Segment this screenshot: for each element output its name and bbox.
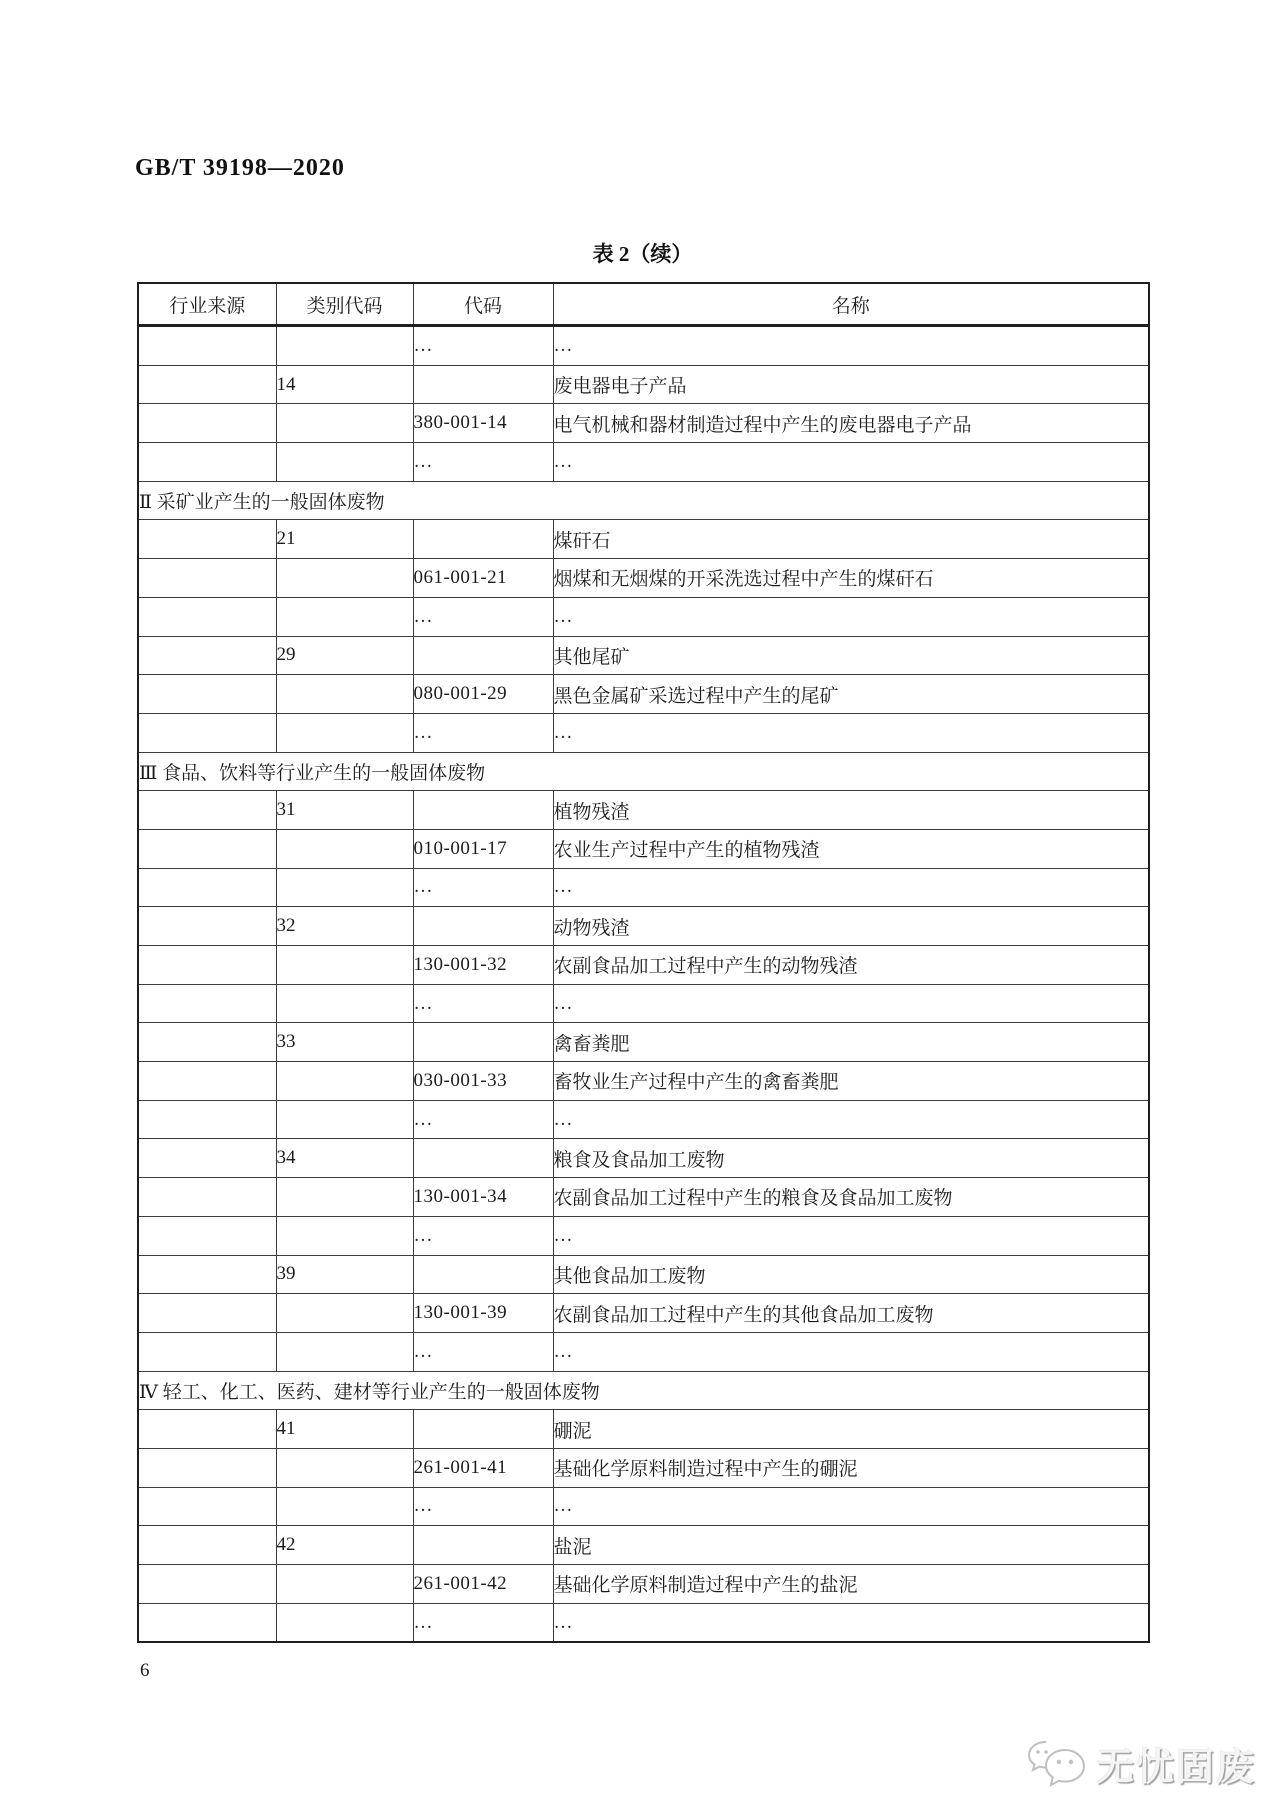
category-code-cell	[276, 559, 413, 598]
industry-source-cell	[138, 443, 276, 482]
name-cell: 植物残渣	[553, 791, 1149, 830]
code-cell: …	[413, 326, 553, 366]
code-cell: 061-001-21	[413, 559, 553, 598]
category-code-cell	[276, 326, 413, 366]
category-code-cell	[276, 1603, 413, 1642]
code-cell	[413, 1410, 553, 1449]
code-cell: 380-001-14	[413, 404, 553, 443]
code-cell	[413, 1526, 553, 1565]
name-cell: …	[553, 1487, 1149, 1526]
category-code-cell	[276, 443, 413, 482]
table-row	[138, 907, 1149, 946]
header-code: 代码	[413, 283, 553, 326]
section-row	[138, 1371, 1149, 1410]
name-cell: …	[553, 868, 1149, 907]
industry-source-cell	[138, 946, 276, 985]
category-code-cell	[276, 829, 413, 868]
name-cell: 粮食及食品加工废物	[553, 1139, 1149, 1178]
name-cell: …	[553, 1216, 1149, 1255]
code-cell: …	[413, 1100, 553, 1139]
industry-source-cell	[138, 868, 276, 907]
industry-source-cell	[138, 1023, 276, 1062]
industry-source-cell	[138, 404, 276, 443]
category-code-cell: 39	[276, 1255, 413, 1294]
industry-source-cell	[138, 675, 276, 714]
name-cell: 农业生产过程中产生的植物残渣	[553, 829, 1149, 868]
industry-source-cell	[138, 597, 276, 636]
industry-source-cell	[138, 1216, 276, 1255]
table-row	[138, 946, 1149, 985]
category-code-cell	[276, 868, 413, 907]
table-header-row	[138, 283, 1149, 326]
code-cell: 080-001-29	[413, 675, 553, 714]
category-code-cell: 41	[276, 1410, 413, 1449]
name-cell: 畜牧业生产过程中产生的禽畜粪肥	[553, 1062, 1149, 1101]
table-row	[138, 1332, 1149, 1371]
industry-source-cell	[138, 1565, 276, 1604]
table-row	[138, 636, 1149, 675]
code-cell: …	[413, 984, 553, 1023]
standard-code: GB/T 39198—2020	[135, 155, 345, 181]
code-cell: …	[413, 1603, 553, 1642]
code-cell: …	[413, 1487, 553, 1526]
name-cell: …	[553, 1100, 1149, 1139]
name-cell: …	[553, 1332, 1149, 1371]
name-cell: …	[553, 1603, 1149, 1642]
table-row	[138, 675, 1149, 714]
industry-source-cell	[138, 713, 276, 752]
code-cell	[413, 791, 553, 830]
category-code-cell	[276, 1100, 413, 1139]
table-row	[138, 1294, 1149, 1333]
table-row	[138, 1023, 1149, 1062]
industry-source-cell	[138, 520, 276, 559]
table-body	[138, 326, 1149, 1643]
table-row	[138, 443, 1149, 482]
industry-source-cell	[138, 1332, 276, 1371]
code-cell: 130-001-39	[413, 1294, 553, 1333]
table-row	[138, 984, 1149, 1023]
code-cell: 130-001-32	[413, 946, 553, 985]
header-category-code: 类别代码	[276, 283, 413, 326]
watermark-text: 无忧固废	[1095, 1747, 1256, 1789]
name-cell: 基础化学原料制造过程中产生的盐泥	[553, 1565, 1149, 1604]
section-label: Ⅲ 食品、饮料等行业产生的一般固体废物	[138, 752, 1149, 791]
code-cell: 261-001-42	[413, 1565, 553, 1604]
industry-source-cell	[138, 1062, 276, 1101]
table-row	[138, 1487, 1149, 1526]
category-code-cell	[276, 946, 413, 985]
table-row	[138, 1565, 1149, 1604]
table-row	[138, 1100, 1149, 1139]
section-row	[138, 481, 1149, 520]
header-name: 名称	[553, 283, 1149, 326]
name-cell: 废电器电子产品	[553, 365, 1149, 404]
table-row	[138, 1448, 1149, 1487]
industry-source-cell	[138, 1410, 276, 1449]
code-cell	[413, 636, 553, 675]
category-code-cell: 42	[276, 1526, 413, 1565]
section-label: Ⅱ 采矿业产生的一般固体废物	[138, 481, 1149, 520]
waste-classification-table	[137, 282, 1150, 1643]
code-cell: …	[413, 1332, 553, 1371]
code-cell: 261-001-41	[413, 1448, 553, 1487]
industry-source-cell	[138, 559, 276, 598]
category-code-cell	[276, 984, 413, 1023]
code-cell: …	[413, 713, 553, 752]
table-row	[138, 1255, 1149, 1294]
name-cell: 农副食品加工过程中产生的动物残渣	[553, 946, 1149, 985]
section-label: Ⅳ 轻工、化工、医药、建材等行业产生的一般固体废物	[138, 1371, 1149, 1410]
code-cell	[413, 1023, 553, 1062]
industry-source-cell	[138, 365, 276, 404]
category-code-cell	[276, 675, 413, 714]
name-cell: 农副食品加工过程中产生的其他食品加工废物	[553, 1294, 1149, 1333]
code-cell: …	[413, 1216, 553, 1255]
code-cell	[413, 365, 553, 404]
table-row	[138, 1410, 1149, 1449]
industry-source-cell	[138, 1487, 276, 1526]
code-cell: 010-001-17	[413, 829, 553, 868]
name-cell: …	[553, 443, 1149, 482]
industry-source-cell	[138, 791, 276, 830]
category-code-cell: 31	[276, 791, 413, 830]
name-cell: 其他食品加工废物	[553, 1255, 1149, 1294]
category-code-cell: 34	[276, 1139, 413, 1178]
table-row	[138, 1216, 1149, 1255]
code-cell	[413, 1139, 553, 1178]
category-code-cell	[276, 1332, 413, 1371]
table-row	[138, 365, 1149, 404]
category-code-cell: 33	[276, 1023, 413, 1062]
header-industry-source: 行业来源	[138, 283, 276, 326]
table-row	[138, 404, 1149, 443]
wechat-icon	[1026, 1738, 1088, 1790]
table-row	[138, 597, 1149, 636]
name-cell: …	[553, 597, 1149, 636]
code-cell: …	[413, 597, 553, 636]
section-row	[138, 752, 1149, 791]
category-code-cell	[276, 1178, 413, 1217]
category-code-cell	[276, 404, 413, 443]
code-cell: 030-001-33	[413, 1062, 553, 1101]
industry-source-cell	[138, 1526, 276, 1565]
name-cell: 基础化学原料制造过程中产生的硼泥	[553, 1448, 1149, 1487]
name-cell: 烟煤和无烟煤的开采洗选过程中产生的煤矸石	[553, 559, 1149, 598]
table-row	[138, 1178, 1149, 1217]
industry-source-cell	[138, 1294, 276, 1333]
category-code-cell	[276, 1062, 413, 1101]
name-cell: 动物残渣	[553, 907, 1149, 946]
industry-source-cell	[138, 326, 276, 366]
page-number: 6	[140, 1660, 150, 1681]
category-code-cell	[276, 1448, 413, 1487]
table-row	[138, 713, 1149, 752]
name-cell: …	[553, 326, 1149, 366]
name-cell: 其他尾矿	[553, 636, 1149, 675]
table-row	[138, 791, 1149, 830]
name-cell: …	[553, 713, 1149, 752]
industry-source-cell	[138, 1178, 276, 1217]
industry-source-cell	[138, 636, 276, 675]
table-row	[138, 1139, 1149, 1178]
category-code-cell	[276, 1565, 413, 1604]
name-cell: 黑色金属矿采选过程中产生的尾矿	[553, 675, 1149, 714]
industry-source-cell	[138, 907, 276, 946]
table-row	[138, 1603, 1149, 1642]
name-cell: 电气机械和器材制造过程中产生的废电器电子产品	[553, 404, 1149, 443]
table-row	[138, 829, 1149, 868]
category-code-cell	[276, 1216, 413, 1255]
industry-source-cell	[138, 829, 276, 868]
table-row	[138, 520, 1149, 559]
name-cell: 农副食品加工过程中产生的粮食及食品加工废物	[553, 1178, 1149, 1217]
code-cell: 130-001-34	[413, 1178, 553, 1217]
industry-source-cell	[138, 1603, 276, 1642]
industry-source-cell	[138, 1100, 276, 1139]
code-cell: …	[413, 868, 553, 907]
category-code-cell: 14	[276, 365, 413, 404]
name-cell: …	[553, 984, 1149, 1023]
table-caption: 表 2（续）	[592, 242, 693, 266]
industry-source-cell	[138, 1139, 276, 1178]
code-cell	[413, 1255, 553, 1294]
category-code-cell	[276, 1294, 413, 1333]
name-cell: 盐泥	[553, 1526, 1149, 1565]
category-code-cell	[276, 713, 413, 752]
table-row	[138, 326, 1149, 366]
industry-source-cell	[138, 984, 276, 1023]
name-cell: 煤矸石	[553, 520, 1149, 559]
category-code-cell: 21	[276, 520, 413, 559]
industry-source-cell	[138, 1255, 276, 1294]
code-cell: …	[413, 443, 553, 482]
category-code-cell: 32	[276, 907, 413, 946]
watermark	[1026, 1736, 1256, 1791]
name-cell: 禽畜粪肥	[553, 1023, 1149, 1062]
table-row	[138, 559, 1149, 598]
name-cell: 硼泥	[553, 1410, 1149, 1449]
table-row	[138, 1526, 1149, 1565]
category-code-cell	[276, 597, 413, 636]
code-cell	[413, 520, 553, 559]
industry-source-cell	[138, 1448, 276, 1487]
code-cell	[413, 907, 553, 946]
category-code-cell: 29	[276, 636, 413, 675]
category-code-cell	[276, 1487, 413, 1526]
table-row	[138, 868, 1149, 907]
table-row	[138, 1062, 1149, 1101]
